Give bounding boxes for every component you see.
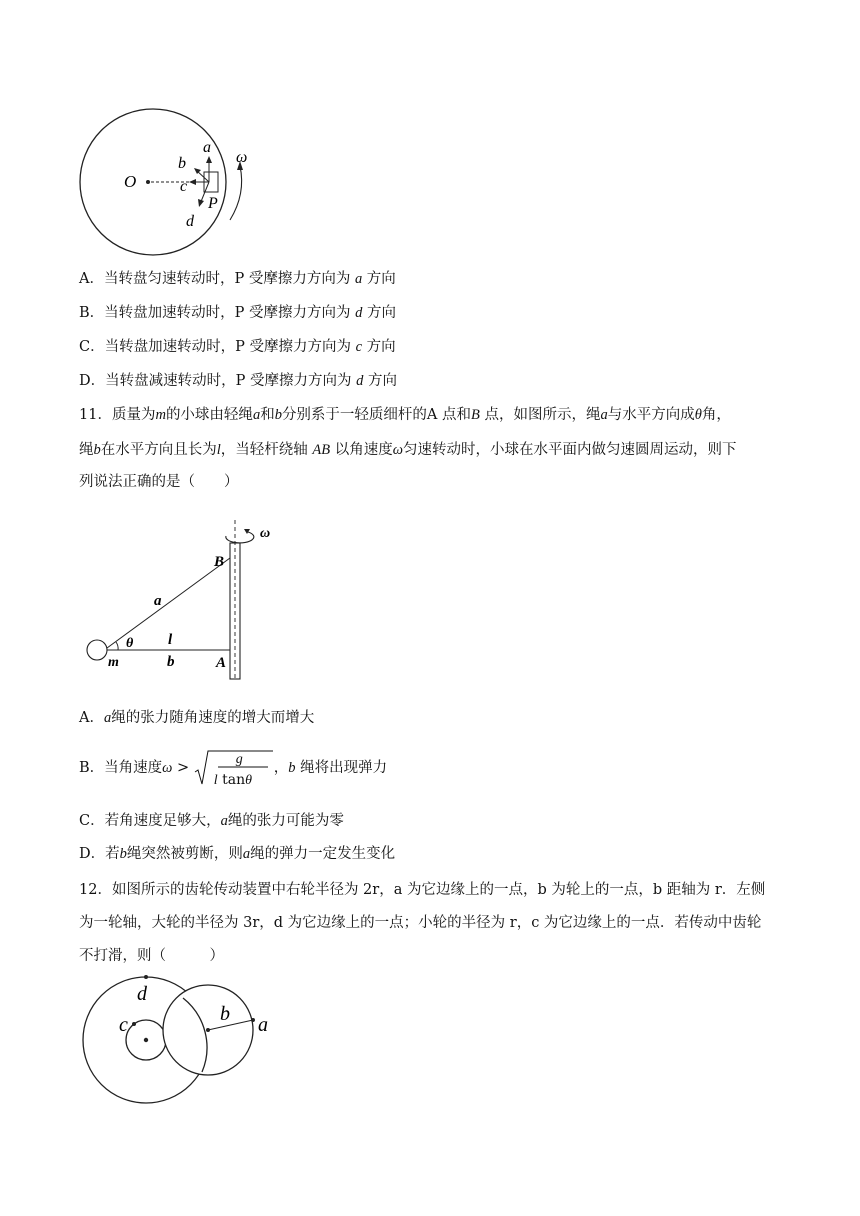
label-b: b: [178, 155, 186, 172]
label-a: a: [258, 1014, 268, 1036]
point-a: [251, 1018, 255, 1022]
omega-ring: [226, 532, 254, 543]
fraction-numerator: g: [235, 752, 243, 767]
center-dot: [146, 180, 150, 184]
fraction-denominator: l tanθ: [213, 772, 253, 788]
q10-option-b: B．当转盘加速转动时，P 受摩擦力方向为 d 方向: [79, 305, 396, 321]
q12-stem-line3: 不打滑，则（ ）: [79, 948, 224, 964]
turntable-figure: [76, 106, 266, 262]
q12-stem-line2: 为一轮轴，大轮的半径为 3r，d 为它边缘上的一点；小轮的半径为 r，c 为它边缘上的一点．若传动中齿轮: [79, 915, 762, 931]
label-m: m: [108, 655, 119, 670]
label-b: b: [220, 1003, 230, 1025]
label-omega: ω: [260, 526, 271, 541]
label-o: O: [124, 172, 137, 191]
omega-rotation-arrow: [230, 166, 242, 220]
q11-option-d: D．若b绳突然被剪断，则a绳的弹力一定发生变化: [79, 846, 396, 862]
q11-option-a: A．a绳的张力随角速度的增大而增大: [79, 710, 315, 726]
q11-stem-line2: 绳b在水平方向且长为l，当轻杆绕轴 AB 以角速度ω匀速转动时，小球在水平面内做匀速圆周运动，则下: [79, 442, 737, 458]
sqrt-expression: [194, 748, 274, 788]
label-A: A: [216, 655, 227, 671]
axle-dot: [144, 1038, 148, 1042]
theta-arc: [116, 642, 118, 650]
arrowhead-a: [206, 156, 212, 163]
label-c: c: [119, 1014, 128, 1036]
omega-ring-arrowhead: [244, 529, 250, 534]
label-omega: ω: [236, 149, 248, 166]
q11-stem-line3: 列说法正确的是（ ）: [79, 474, 239, 490]
label-c: c: [180, 178, 188, 195]
label-d: d: [137, 983, 147, 1005]
q11-option-b: B．当角速度ω > g l tanθ ，b 绳将出现弹力: [79, 748, 387, 788]
q10-option-c: C．当转盘加速转动时，P 受摩擦力方向为 c 方向: [79, 339, 396, 355]
label-theta: θ: [126, 636, 134, 651]
label-b: b: [167, 654, 175, 670]
rod-ball-figure: [84, 518, 284, 684]
gear-figure: [78, 970, 288, 1110]
label-a: a: [154, 593, 162, 609]
label-a: a: [203, 139, 211, 156]
q10-option-d: D．当转盘减速转动时，P 受摩擦力方向为 d 方向: [79, 373, 397, 389]
q11-stem-line1: 11．质量为m的小球由轻绳a和b分别系于一轻质细杆的A 点和B 点，如图所示，绳a与水平方向成θ角，: [79, 407, 731, 423]
point-c: [132, 1022, 136, 1026]
q10-option-a: A．当转盘匀速转动时，P 受摩擦力方向为 a 方向: [79, 271, 396, 287]
arrowhead-c: [189, 179, 196, 185]
label-d: d: [186, 213, 194, 230]
label-l: l: [168, 632, 173, 648]
q11-option-c: C．若角速度足够大，a绳的张力可能为零: [79, 813, 344, 829]
point-d: [144, 975, 148, 979]
label-B: B: [214, 554, 225, 570]
arrowhead-d: [198, 199, 204, 207]
label-p: P: [208, 195, 218, 212]
ball-m: [87, 640, 107, 660]
q12-stem-line1: 12．如图所示的齿轮传动装置中右轮半径为 2r，a 为它边缘上的一点，b 为轮上的一点，b 距轴为 r．左侧: [79, 882, 766, 898]
